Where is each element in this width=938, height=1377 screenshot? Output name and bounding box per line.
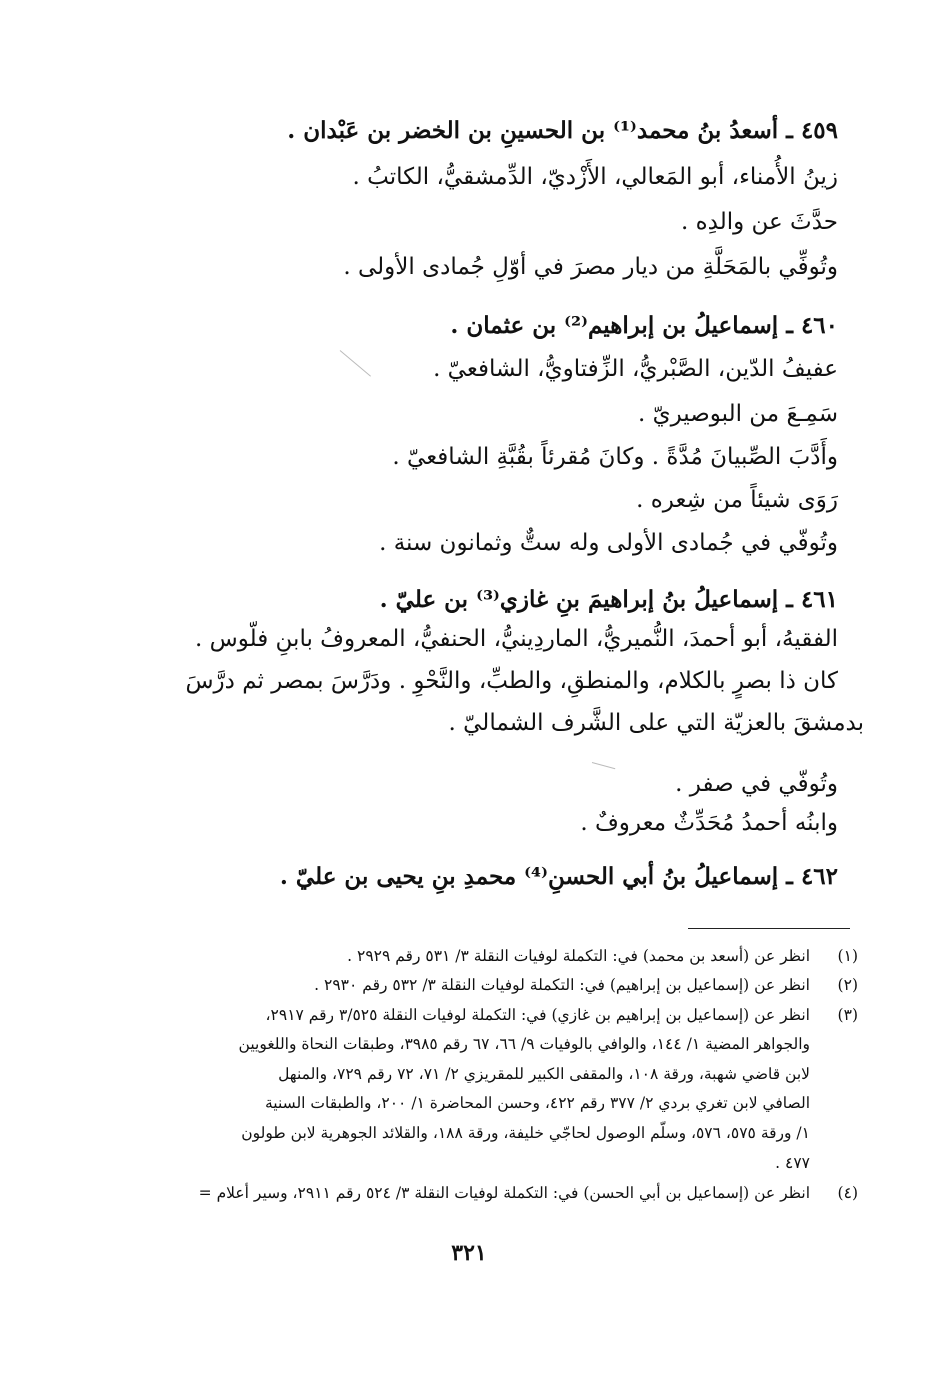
entry-heading-462: ٤٦٢ ـ إسماعيلُ بنُ أبي الحسنِ⁽⁴⁾ محمدِ بنِ يحيى بن عليّ . xyxy=(279,863,838,890)
entry-line: حدَّثَ عن والدِه . xyxy=(680,209,838,235)
footnote-line: انظر عن (إسماعيل بن إبراهيم) في: التكملة لوفيات النقلة ٣/ ٥٣٢ رقم ٢٩٣٠ . xyxy=(314,976,810,994)
entry-line: وتُوفّي في صفر . xyxy=(675,771,838,797)
footnote-number: (٣) xyxy=(837,1006,858,1024)
entry-line: رَوَى شيئاً من شِعره . xyxy=(636,487,838,513)
footnote-number: (٤) xyxy=(837,1184,858,1202)
scan-artifact xyxy=(340,350,371,376)
footnote-line: لابن قاضي شهبة، ورقة ١٠٨، والمقفى الكبير للمقريزي ٢/ ٧١، ٧٢ رقم ٧٢٩، والمنهل xyxy=(278,1065,810,1083)
footnote-separator xyxy=(688,928,850,929)
footnote-number: (٢) xyxy=(837,976,858,994)
footnote-line: والجواهر المضية ١/ ١٤٤، والوافي بالوفيات ٩/ ٦٦، ٦٧ رقم ٣٩٨٥، وطبقات النحاة واللغويين xyxy=(238,1035,810,1053)
entry-heading-460: ٤٦٠ ـ إسماعيلُ بن إبراهيم⁽²⁾ بن عثمان . xyxy=(450,312,838,339)
entry-line: وتُوفِّي بالمَحَلَّةِ من ديار مصرَ في أوّلِ جُمادى الأولى . xyxy=(343,254,838,280)
entry-line: الفقيهُ، أبو أحمدَ، النُّميريُّ، الماردِينيُّ، الحنفيُّ، المعروفُ بابنِ فلّوس . xyxy=(195,626,838,652)
entry-line: عفيفُ الدّين، الصَّبْريُّ، الزِّفتاويُّ، الشافعيّ . xyxy=(433,356,838,382)
entry-heading-461: ٤٦١ ـ إسماعيلُ بنُ إبراهيمَ بنِ غازي⁽³⁾ بن عليّ . xyxy=(379,586,838,613)
entry-line: بدمشقَ بالعزيّة التي على الشَّرف الشماليّ . xyxy=(448,710,864,736)
footnote-line: انظر عن (أسعد بن محمد) في: التكملة لوفيات النقلة ٣/ ٥٣١ رقم ٢٩٢٩ . xyxy=(347,947,810,965)
footnote-line: ٤٧٧ . xyxy=(775,1154,810,1172)
entry-line: زينُ الأُمناء، أبو المَعالي، الأَزْديّ، الدِّمشقيُّ، الكاتبُ . xyxy=(352,164,838,190)
footnote-line: انظر عن (إسماعيل بن أبي الحسن) في: التكملة لوفيات النقلة ٣/ ٥٢٤ رقم ٢٩١١، وسير أعلام = xyxy=(198,1184,810,1202)
entry-line: وتُوفّي في جُمادى الأولى وله ستٌّ وثمانون سنة . xyxy=(379,530,838,556)
entry-line: كان ذا بصرٍ بالكلام، والمنطقِ، والطبِّ، والنَّحْوِ . ودَرَّسَ بمصر ثم درَّسَ xyxy=(185,668,838,694)
page-number: ٣٢١ xyxy=(451,1240,487,1266)
entry-line: وأَدَّبَ الصِّبيانَ مُدَّةً . وكانَ مُقرئاً بقُبَّةِ الشافعيّ . xyxy=(392,444,838,470)
entry-line: سَمِـعَ من البوصيريّ . xyxy=(637,401,838,427)
scan-artifact xyxy=(592,762,615,769)
entry-line: وابنُه أحمدُ مُحَدِّثٌ معروفٌ . xyxy=(580,810,838,836)
footnote-line: الصافي لابن تغري بردي ٢/ ٣٧٧ رقم ٤٢٢، وحسن المحاضرة ١/ ٢٠٠، والطبقات السنية xyxy=(264,1094,810,1112)
entry-heading-459: ٤٥٩ ـ أسعدُ بنُ محمد⁽¹⁾ بن الحسينِ بن الخضر بن عَبْدان . xyxy=(287,117,838,144)
footnote-number: (١) xyxy=(837,947,858,965)
footnote-line: انظر عن (إسماعيل بن إبراهيم بن غازي) في: التكملة لوفيات النقلة ٣/٥٢٥ رقم ٢٩١٧، xyxy=(265,1006,810,1024)
footnote-line: ١/ ورقة ٥٧٥، ٥٧٦، وسلّم الوصول لحاجّي خليفة، ورقة ١٨٨، والقلائد الجوهرية لابن طولون xyxy=(241,1124,810,1142)
